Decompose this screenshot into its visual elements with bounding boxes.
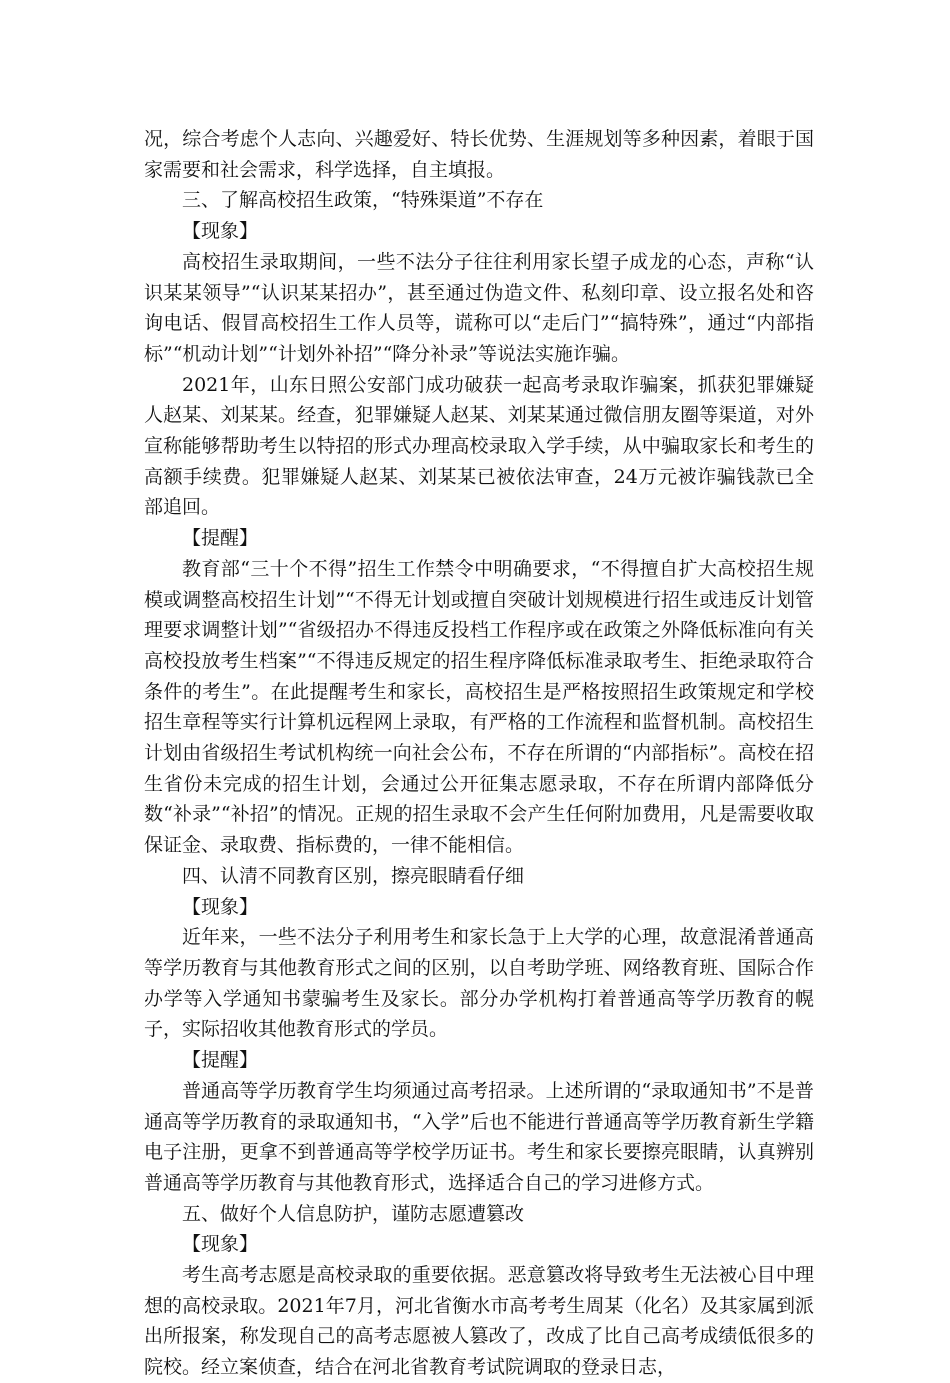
document-page [144,124,814,1383]
body-paragraph: 教育部“三十个不得”招生工作禁令中明确要求，“不得擅自扩大高校招生规模或调整高校招生计划”“不得无计划或擅自突破计划规模进行招生或违反计划管理要求调整计划”“省级招办不得违反投档工作程序或在政策之外降低标准向有关高校投放考生档案”“不得违反规定的招生程序降低标准录取考生、拒绝录取符合条件的考生”。在此提醒考生和家长，高校招生是严格按照招生政策规定和学校招生章程等实行计算机远程网上录取，有严格的工作流程和监督机制。高校招生计划由省级招生考试机构统一向社会公布，不存在所谓的“内部指标”。高校在招生省份未完成的招生计划，会通过公开征集志愿录取，不存在所谓内部降低分数“补录”“补招”的情况。正规的招生录取不会产生任何附加费用，凡是需要收取保证金、录取费、指标费的，一律不能相信。 [144,557,814,857]
phenomenon-tag: 【现象】 [182,1233,259,1256]
body-paragraph: 普通高等学历教育学生均须通过高考招录。上述所谓的“录取通知书”不是普通高等学历教育的录取通知书，“入学”后也不能进行普通高等学历教育新生学籍电子注册，更拿不到普通高等学校学历证书。考生和家长要擦亮眼睛，认真辨别普通高等学历教育与其他教育形式，选择适合自己的学习进修方式。 [144,1079,814,1194]
body-paragraph: 高校招生录取期间，一些不法分子往往利用家长望子成龙的心态，声称“认识某某领导”“认识某某招办”，甚至通过伪造文件、私刻印章、设立报名处和咨询电话、假冒高校招生工作人员等，谎称可以“走后门”“搞特殊”，通过“内部指标”“机动计划”“计划外补招”“降分补录”等说法实施诈骗。 [144,250,814,365]
section-heading: 四、认清不同教育区别，擦亮眼睛看仔细 [182,864,525,887]
reminder-tag: 【提醒】 [182,527,259,550]
phenomenon-tag: 【现象】 [182,220,259,243]
body-paragraph: 2021年，山东日照公安部门成功破获一起高考录取诈骗案，抓获犯罪嫌疑人赵某、刘某某。经查，犯罪嫌疑人赵某、刘某某通过微信朋友圈等渠道，对外宣称能够帮助考生以特招的形式办理高校录取入学手续，从中骗取家长和考生的高额手续费。犯罪嫌疑人赵某、刘某某已被依法审查，24万元被诈骗钱款已全部追回。 [144,373,814,519]
body-paragraph: 况，综合考虑个人志向、兴趣爱好、特长优势、生涯规划等多种因素，着眼于国家需要和社会需求，科学选择，自主填报。 [144,128,814,181]
reminder-tag: 【提醒】 [182,1049,259,1072]
body-paragraph: 近年来，一些不法分子利用考生和家长急于上大学的心理，故意混淆普通高等学历教育与其他教育形式之间的区别，以自考助学班、网络教育班、国际合作办学等入学通知书蒙骗考生及家长。部分办学机构打着普通高等学历教育的幌子，实际招收其他教育形式的学员。 [144,926,814,1041]
body-paragraph: 考生高考志愿是高校录取的重要依据。恶意篡改将导致考生无法被心目中理想的高校录取。2021年7月，河北省衡水市高考考生周某（化名）及其家属到派出所报案，称发现自己的高考志愿被人篡改了，改成了比自己高考成绩低很多的院校。经立案侦查，结合在河北省教育考试院调取的登录日志， [144,1264,814,1379]
section-heading: 五、做好个人信息防护，谨防志愿遭篡改 [182,1202,525,1225]
section-heading: 三、了解高校招生政策，“特殊渠道”不存在 [182,189,544,212]
phenomenon-tag: 【现象】 [182,895,259,918]
